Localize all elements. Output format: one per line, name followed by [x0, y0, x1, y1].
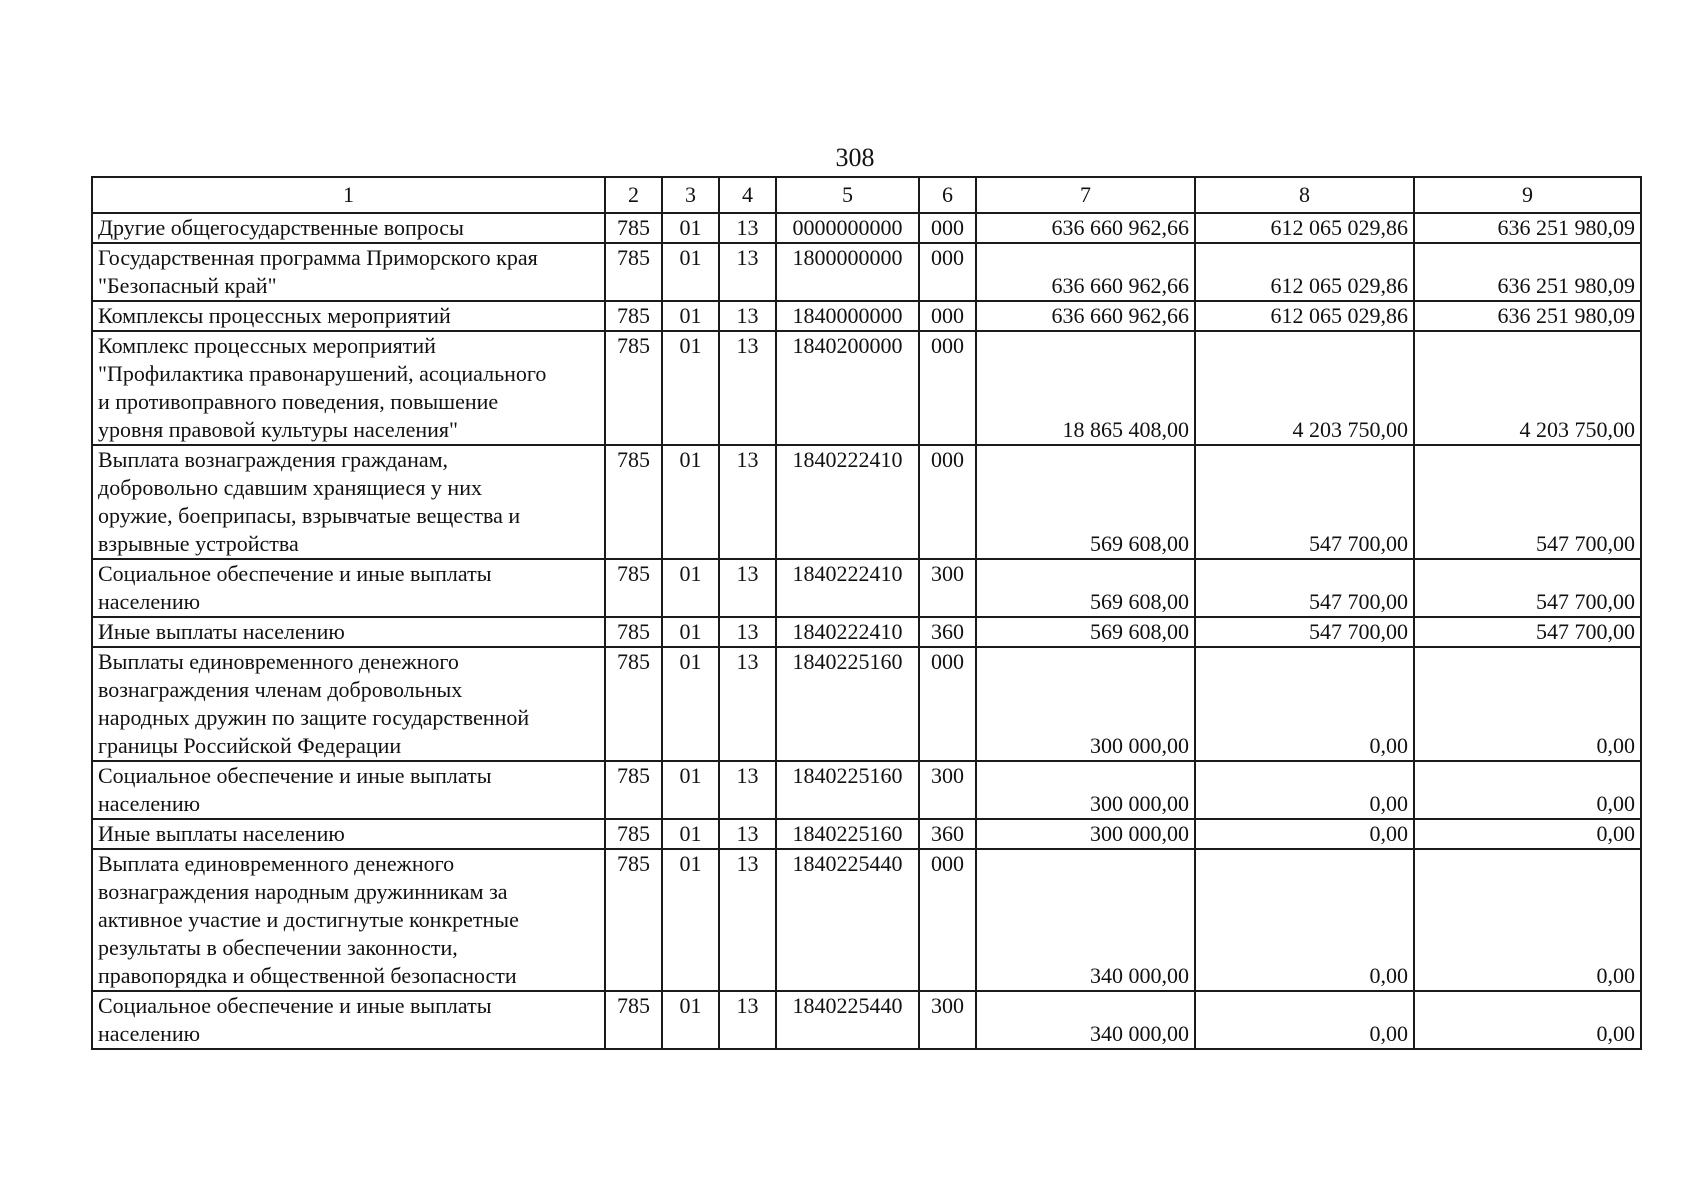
- description-line: правопорядка и общественной безопасности: [98, 963, 517, 988]
- code-column-4: 13: [719, 761, 776, 819]
- code-column-6: 000: [919, 647, 976, 761]
- amount-column-7: 18 865 408,00: [976, 331, 1195, 445]
- amount-column-8: 612 065 029,86: [1195, 213, 1414, 243]
- amount-column-9: 0,00: [1414, 647, 1641, 761]
- table-row: [92, 213, 1641, 243]
- header-cell-8: 8: [1195, 177, 1414, 213]
- code-column-2: 785: [605, 617, 662, 647]
- code-column-5: 1840222410: [776, 559, 919, 617]
- description-line: населению: [98, 1021, 201, 1046]
- code-column-4: 13: [719, 647, 776, 761]
- amount-column-9: 4 203 750,00: [1414, 331, 1641, 445]
- code-column-6: 000: [919, 445, 976, 559]
- code-column-4: 13: [719, 213, 776, 243]
- code-column-5: 1840225160: [776, 819, 919, 849]
- code-column-3: 01: [662, 243, 719, 301]
- amount-column-8: 0,00: [1195, 647, 1414, 761]
- table-row: [92, 445, 1641, 559]
- description-line: и противоправного поведения, повышение: [98, 389, 499, 414]
- row-description: [92, 991, 605, 1049]
- row-description: [92, 445, 605, 559]
- code-column-2: 785: [605, 445, 662, 559]
- amount-column-9: 636 251 980,09: [1414, 213, 1641, 243]
- description-line: результаты в обеспечении законности,: [98, 935, 458, 960]
- page-number: 308: [835, 143, 875, 172]
- row-description: [92, 761, 605, 819]
- row-description: [92, 301, 605, 331]
- code-column-5: 1840222410: [776, 445, 919, 559]
- row-description: [92, 331, 605, 445]
- code-column-2: 785: [605, 819, 662, 849]
- amount-column-7: 569 608,00: [976, 559, 1195, 617]
- code-column-4: 13: [719, 559, 776, 617]
- code-column-3: 01: [662, 761, 719, 819]
- code-column-4: 13: [719, 819, 776, 849]
- amount-column-9: 636 251 980,09: [1414, 243, 1641, 301]
- code-column-5: 1840225160: [776, 647, 919, 761]
- code-column-2: 785: [605, 761, 662, 819]
- amount-column-9: 547 700,00: [1414, 617, 1641, 647]
- code-column-3: 01: [662, 849, 719, 991]
- code-column-2: 785: [605, 213, 662, 243]
- code-column-3: 01: [662, 991, 719, 1049]
- table-row: [92, 559, 1641, 617]
- description-line: Социальное обеспечение и иные выплаты: [98, 763, 492, 788]
- amount-column-8: 4 203 750,00: [1195, 331, 1414, 445]
- code-column-3: 01: [662, 445, 719, 559]
- amount-column-9: 0,00: [1414, 761, 1641, 819]
- table-row: [92, 849, 1641, 991]
- description-line: Другие общегосударственные вопросы: [98, 215, 464, 240]
- description-line: Выплаты единовременного денежного: [98, 649, 459, 674]
- code-column-5: 0000000000: [776, 213, 919, 243]
- amount-column-9: 636 251 980,09: [1414, 301, 1641, 331]
- description-line: вознаграждения членам добровольных: [98, 677, 463, 702]
- amount-column-7: 569 608,00: [976, 445, 1195, 559]
- code-column-4: 13: [719, 849, 776, 991]
- amount-column-7: 340 000,00: [976, 991, 1195, 1049]
- budget-table: [91, 176, 1642, 1050]
- header-cell-7: 7: [976, 177, 1195, 213]
- amount-column-7: 300 000,00: [976, 819, 1195, 849]
- header-cell-5: 5: [776, 177, 919, 213]
- code-column-6: 360: [919, 819, 976, 849]
- description-line: оружие, боеприпасы, взрывчатые вещества и: [98, 503, 521, 528]
- table-body: [92, 213, 1641, 1049]
- table-row: [92, 761, 1641, 819]
- description-line: взрывные устройства: [98, 531, 299, 556]
- code-column-5: 1840225440: [776, 849, 919, 991]
- code-column-2: 785: [605, 991, 662, 1049]
- amount-column-8: 0,00: [1195, 991, 1414, 1049]
- header-cell-6: 6: [919, 177, 976, 213]
- amount-column-9: 0,00: [1414, 991, 1641, 1049]
- description-line: добровольно сдавшим хранящиеся у них: [98, 475, 482, 500]
- header-cell-9: 9: [1414, 177, 1641, 213]
- header-cell-1: 1: [92, 177, 605, 213]
- code-column-3: 01: [662, 559, 719, 617]
- description-line: Комплекс процессных мероприятий: [98, 333, 436, 358]
- description-line: "Профилактика правонарушений, асоциального: [98, 361, 547, 386]
- code-column-2: 785: [605, 301, 662, 331]
- amount-column-7: 569 608,00: [976, 617, 1195, 647]
- code-column-6: 300: [919, 991, 976, 1049]
- code-column-5: 1800000000: [776, 243, 919, 301]
- amount-column-8: 0,00: [1195, 819, 1414, 849]
- code-column-2: 785: [605, 243, 662, 301]
- code-column-3: 01: [662, 617, 719, 647]
- amount-column-9: 0,00: [1414, 849, 1641, 991]
- code-column-5: 1840225440: [776, 991, 919, 1049]
- code-column-4: 13: [719, 991, 776, 1049]
- code-column-3: 01: [662, 331, 719, 445]
- amount-column-8: 0,00: [1195, 761, 1414, 819]
- amount-column-9: 0,00: [1414, 819, 1641, 849]
- amount-column-8: 547 700,00: [1195, 445, 1414, 559]
- code-column-6: 360: [919, 617, 976, 647]
- row-description: [92, 849, 605, 991]
- description-line: Государственная программа Приморского края: [98, 245, 538, 270]
- row-description: [92, 617, 605, 647]
- description-line: активное участие и достигнутые конкретные: [98, 907, 519, 932]
- amount-column-9: 547 700,00: [1414, 559, 1641, 617]
- code-column-5: 1840000000: [776, 301, 919, 331]
- description-line: населению: [98, 589, 201, 614]
- table-row: [92, 331, 1641, 445]
- row-description: [92, 243, 605, 301]
- row-description: [92, 647, 605, 761]
- amount-column-7: 300 000,00: [976, 647, 1195, 761]
- amount-column-8: 0,00: [1195, 849, 1414, 991]
- code-column-3: 01: [662, 301, 719, 331]
- code-column-5: 1840200000: [776, 331, 919, 445]
- description-line: Социальное обеспечение и иные выплаты: [98, 993, 492, 1018]
- code-column-6: 000: [919, 301, 976, 331]
- table-row: [92, 819, 1641, 849]
- code-column-6: 300: [919, 559, 976, 617]
- code-column-4: 13: [719, 617, 776, 647]
- table-row: [92, 617, 1641, 647]
- description-line: Иные выплаты населению: [98, 821, 345, 846]
- amount-column-7: 636 660 962,66: [976, 301, 1195, 331]
- header-cell-3: 3: [662, 177, 719, 213]
- amount-column-7: 300 000,00: [976, 761, 1195, 819]
- code-column-3: 01: [662, 819, 719, 849]
- code-column-4: 13: [719, 301, 776, 331]
- table-row: [92, 301, 1641, 331]
- code-column-2: 785: [605, 559, 662, 617]
- description-line: границы Российской Федерации: [98, 733, 402, 758]
- code-column-6: 000: [919, 331, 976, 445]
- table-row: [92, 647, 1641, 761]
- code-column-6: 000: [919, 849, 976, 991]
- amount-column-8: 547 700,00: [1195, 617, 1414, 647]
- description-line: народных дружин по защите государственной: [98, 705, 530, 730]
- description-line: вознаграждения народным дружинникам за: [98, 879, 508, 904]
- description-line: Выплата единовременного денежного: [98, 851, 455, 876]
- header-cell-4: 4: [719, 177, 776, 213]
- code-column-4: 13: [719, 445, 776, 559]
- amount-column-9: 547 700,00: [1414, 445, 1641, 559]
- header-cell-2: 2: [605, 177, 662, 213]
- description-line: Иные выплаты населению: [98, 619, 345, 644]
- code-column-2: 785: [605, 647, 662, 761]
- description-line: Социальное обеспечение и иные выплаты: [98, 561, 492, 586]
- code-column-4: 13: [719, 331, 776, 445]
- table-row: [92, 991, 1641, 1049]
- amount-column-8: 547 700,00: [1195, 559, 1414, 617]
- table-row: [92, 243, 1641, 301]
- description-line: населению: [98, 791, 201, 816]
- row-description: [92, 819, 605, 849]
- amount-column-7: 340 000,00: [976, 849, 1195, 991]
- code-column-5: 1840222410: [776, 617, 919, 647]
- row-description: [92, 559, 605, 617]
- code-column-4: 13: [719, 243, 776, 301]
- code-column-5: 1840225160: [776, 761, 919, 819]
- description-line: уровня правовой культуры населения": [98, 417, 458, 442]
- amount-column-8: 612 065 029,86: [1195, 243, 1414, 301]
- code-column-3: 01: [662, 647, 719, 761]
- header-row: [92, 177, 1641, 213]
- code-column-2: 785: [605, 331, 662, 445]
- description-line: Выплата вознаграждения гражданам,: [98, 447, 449, 472]
- code-column-6: 000: [919, 243, 976, 301]
- amount-column-8: 612 065 029,86: [1195, 301, 1414, 331]
- description-line: "Безопасный край": [98, 273, 277, 298]
- code-column-3: 01: [662, 213, 719, 243]
- row-description: [92, 213, 605, 243]
- amount-column-7: 636 660 962,66: [976, 243, 1195, 301]
- code-column-6: 300: [919, 761, 976, 819]
- code-column-2: 785: [605, 849, 662, 991]
- amount-column-7: 636 660 962,66: [976, 213, 1195, 243]
- code-column-6: 000: [919, 213, 976, 243]
- description-line: Комплексы процессных мероприятий: [98, 303, 451, 328]
